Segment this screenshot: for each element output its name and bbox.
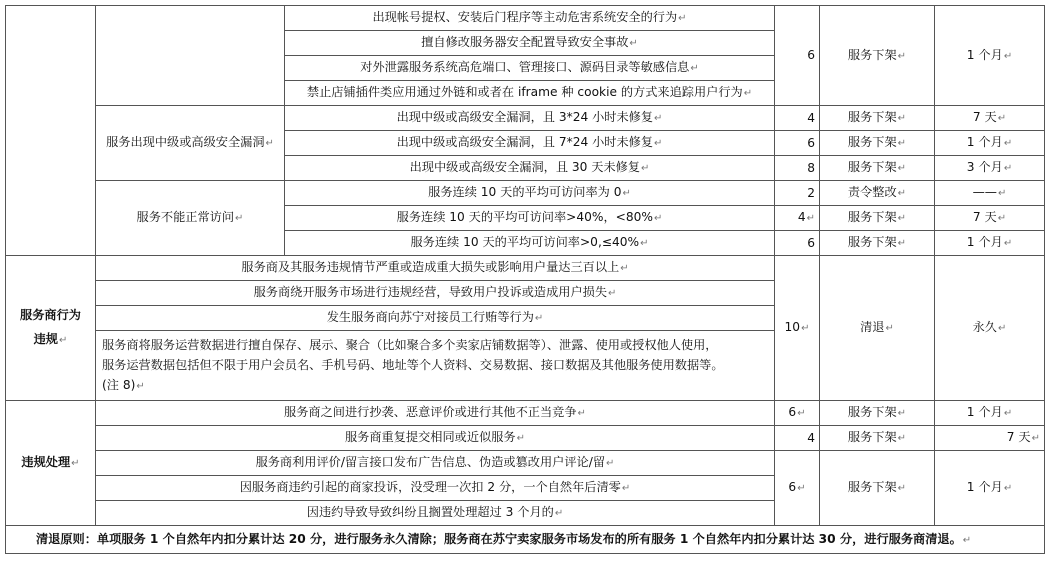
violation-desc: 服务连续 10 天的平均可访问率为 0↵ bbox=[285, 181, 775, 206]
period-cell: 1 个月↵ bbox=[935, 401, 1045, 426]
score-cell: 4 bbox=[775, 106, 820, 131]
table-row bbox=[6, 451, 1045, 476]
category-provider-behavior: 服务商行为 违规↵ bbox=[6, 256, 96, 401]
table-row bbox=[6, 526, 1045, 554]
violation-desc: 因服务商违约引起的商家投诉，没受理一次扣 2 分，一个自然年后清零↵ bbox=[96, 476, 775, 501]
action-cell: 责令整改↵ bbox=[820, 181, 935, 206]
violation-desc: 服务连续 10 天的平均可访问率>0,≤40%↵ bbox=[285, 231, 775, 256]
period-cell: 1 个月↵ bbox=[935, 131, 1045, 156]
table-row bbox=[6, 401, 1045, 426]
violation-desc: 服务商之间进行抄袭、恶意评价或进行其他不正当竞争↵ bbox=[96, 401, 775, 426]
violation-desc: 出现中级或高级安全漏洞，且 7*24 小时未修复↵ bbox=[285, 131, 775, 156]
violation-desc: 因违约导致导致纠纷且搁置处理超过 3 个月的↵ bbox=[96, 501, 775, 526]
table-row bbox=[6, 106, 1045, 131]
violation-desc: 出现帐号提权、安装后门程序等主动危害系统安全的行为↵ bbox=[285, 6, 775, 31]
table-row bbox=[6, 426, 1045, 451]
period-cell: ——↵ bbox=[935, 181, 1045, 206]
period-cell: 3 个月↵ bbox=[935, 156, 1045, 181]
action-cell: 清退↵ bbox=[820, 256, 935, 401]
category-cell-empty bbox=[6, 6, 96, 256]
period-cell: 1 个月↵ bbox=[935, 451, 1045, 526]
subcategory-label: 服务不能正常访问↵ bbox=[96, 181, 285, 256]
violation-rules-table bbox=[5, 5, 1045, 554]
score-cell: 6 bbox=[775, 231, 820, 256]
action-cell: 服务下架↵ bbox=[820, 426, 935, 451]
period-cell: 永久↵ bbox=[935, 256, 1045, 401]
score-cell: 8 bbox=[775, 156, 820, 181]
violation-desc: 发生服务商向苏宁对接员工行贿等行为↵ bbox=[96, 306, 775, 331]
period-cell: 7 天↵ bbox=[935, 106, 1045, 131]
violation-desc: 服务连续 10 天的平均可访问率>40%，<80%↵ bbox=[285, 206, 775, 231]
action-cell: 服务下架↵ bbox=[820, 231, 935, 256]
score-cell: 4 bbox=[775, 426, 820, 451]
table-row bbox=[6, 181, 1045, 206]
score-cell: 4↵ bbox=[775, 206, 820, 231]
subcategory-label: 服务出现中级或高级安全漏洞↵ bbox=[96, 106, 285, 181]
violation-desc: 服务商重复提交相同或近似服务↵ bbox=[96, 426, 775, 451]
period-cell: 1 个月↵ bbox=[935, 6, 1045, 106]
action-cell: 服务下架↵ bbox=[820, 156, 935, 181]
violation-desc: 擅自修改服务器安全配置导致安全事故↵ bbox=[285, 31, 775, 56]
action-cell: 服务下架↵ bbox=[820, 106, 935, 131]
score-cell: 10↵ bbox=[775, 256, 820, 401]
violation-desc: 服务商绕开服务市场进行违规经营，导致用户投诉或造成用户损失↵ bbox=[96, 281, 775, 306]
violation-desc: 出现中级或高级安全漏洞，且 30 天未修复↵ bbox=[285, 156, 775, 181]
subcategory-cell-empty bbox=[96, 6, 285, 106]
period-cell: 7 天↵ bbox=[935, 206, 1045, 231]
period-cell: 7 天↵ bbox=[935, 426, 1045, 451]
violation-desc: 服务商及其服务违规情节严重或造成重大损失或影响用户量达三百以上↵ bbox=[96, 256, 775, 281]
clearance-principle: 清退原则：单项服务 1 个自然年内扣分累计达 20 分，进行服务永久清除；服务商在苏宁卖家服务市场发布的所有服务 1 个自然年内扣分累计达 30 分，进行服务商清退。↵ bbox=[6, 526, 1045, 554]
table-row bbox=[6, 256, 1045, 281]
action-cell: 服务下架↵ bbox=[820, 401, 935, 426]
score-cell: 6 bbox=[775, 6, 820, 106]
action-cell: 服务下架↵ bbox=[820, 131, 935, 156]
violation-desc: 出现中级或高级安全漏洞，且 3*24 小时未修复↵ bbox=[285, 106, 775, 131]
period-cell: 1 个月↵ bbox=[935, 231, 1045, 256]
violation-desc-long: 服务商将服务运营数据进行擅自保存、展示、聚合（比如聚合多个卖家店铺数据等）、泄露、使用或授权他人使用， 服务运营数据包括但不限于用户会员名、手机号码、地址等个人资料、交易数据、接口数据及其他服务使用数据等。 (注 8)↵ bbox=[96, 331, 775, 401]
action-cell: 服务下架↵ bbox=[820, 6, 935, 106]
score-cell: 2 bbox=[775, 181, 820, 206]
violation-desc: 服务商利用评价/留言接口发布广告信息、伪造或篡改用户评论/留↵ bbox=[96, 451, 775, 476]
score-cell: 6 bbox=[775, 131, 820, 156]
action-cell: 服务下架↵ bbox=[820, 206, 935, 231]
score-cell: 6↵ bbox=[775, 451, 820, 526]
action-cell: 服务下架↵ bbox=[820, 451, 935, 526]
category-violation-handling: 违规处理↵ bbox=[6, 401, 96, 526]
violation-desc: 对外泄露服务系统高危端口、管理接口、源码目录等敏感信息↵ bbox=[285, 56, 775, 81]
score-cell: 6↵ bbox=[775, 401, 820, 426]
violation-desc: 禁止店铺插件类应用通过外链和或者在 iframe 种 cookie 的方式来追踪用户行为↵ bbox=[285, 81, 775, 106]
table-row bbox=[6, 6, 1045, 31]
